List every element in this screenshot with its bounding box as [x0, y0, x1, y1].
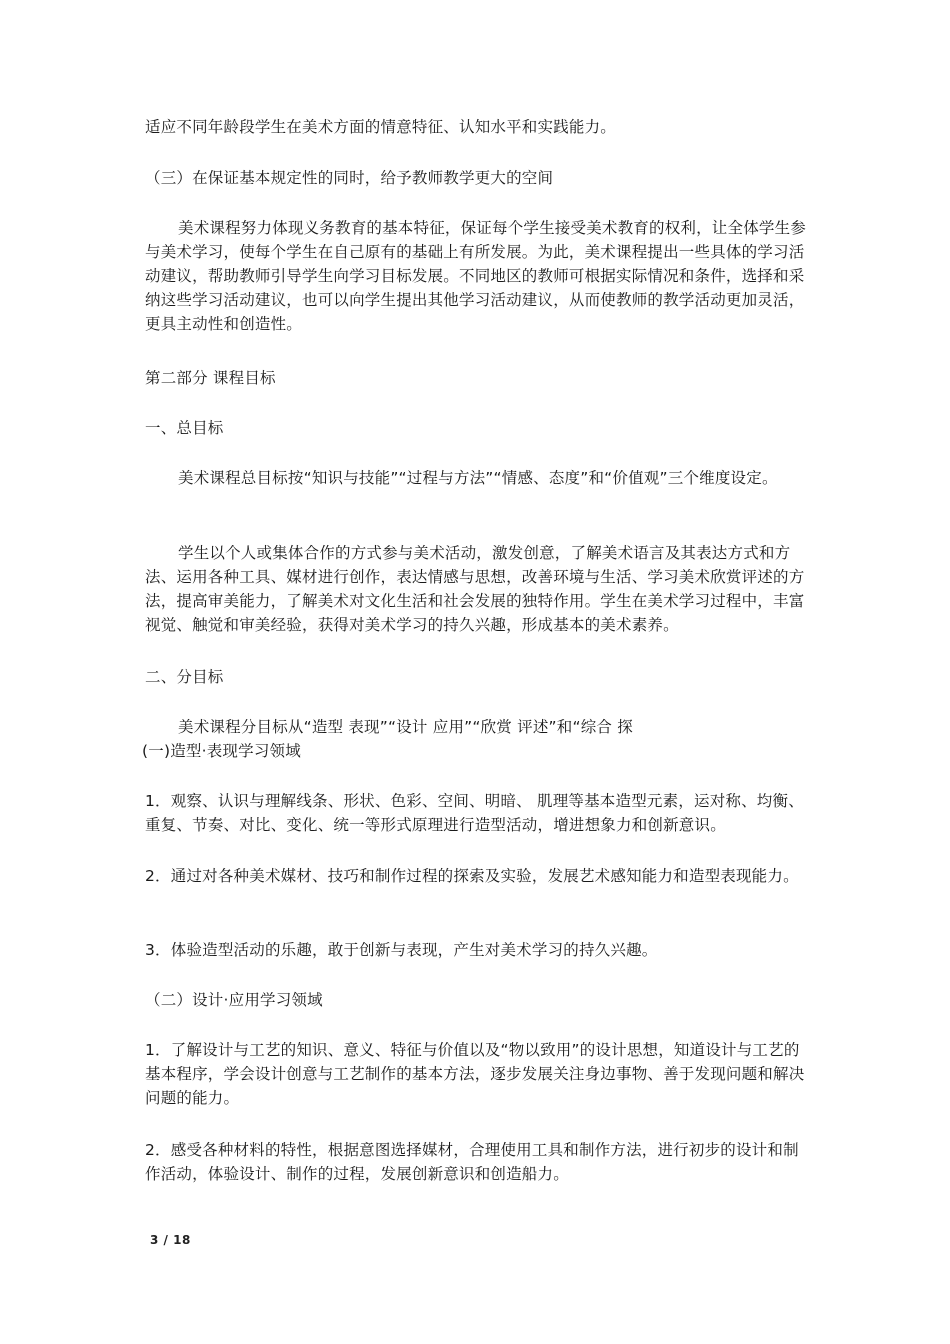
sub-goal-heading: 二、分目标: [145, 668, 224, 686]
paragraph-continuation: 适应不同年龄段学生在美术方面的情意特征、认知水平和实践能力。: [145, 118, 617, 136]
page-number: 3 / 18: [150, 1233, 191, 1247]
domain-heading-modeling: (一)造型·表现学习领域: [142, 742, 301, 760]
paragraph-sub-goal-intro: 美术课程分目标从“造型 表现”“设计 应用”“欣赏 评述”和“综合 探: [178, 718, 633, 736]
general-goal-heading: 一、总目标: [145, 419, 224, 437]
domain-heading-design: （二）设计·应用学习领域: [145, 991, 323, 1009]
design-item-1: 1．了解设计与工艺的知识、意义、特征与价值以及“物以致用”的设计思想，知道设计与工艺的基本程序，学会设计创意与工艺制作的基本方法，逐步发展关注身边事物、善于发现问题和解决问题的能力。: [145, 1041, 805, 1107]
design-item-2: 2．感受各种材料的特性，根据意图选择媒材，合理使用工具和制作方法，进行初步的设计和制作活动，体验设计、制作的过程，发展创新意识和创造船力。: [145, 1141, 799, 1183]
modeling-item-3: 3．体验造型活动的乐趣，敢于创新与表现，产生对美术学习的持久兴趣。: [145, 941, 658, 959]
part-two-heading: 第二部分 课程目标: [145, 369, 276, 387]
section-heading-3: （三）在保证基本规定性的同时，给予教师教学更大的空间: [145, 169, 554, 187]
modeling-item-1: 1．观察、认识与理解线条、形状、色彩、空间、明暗、 肌理等基本造型元素，运对称、均衡、重复、节奏、对比、变化、统一等形式原理进行造型活动，增进想象力和创新意识。: [145, 792, 804, 834]
paragraph-general-goal-dimensions: 美术课程总目标按“知识与技能”“过程与方法”“情感、态度”和“价值观”三个维度设定。: [178, 469, 778, 487]
paragraph-general-goal-description: 学生以个人或集体合作的方式参与美术活动，激发创意，了解美术语言及其表达方式和方法、运用各种工具、媒材进行创作，表达情感与思想，改善环境与生活、学习美术欣赏评述的方法，提高审美能力，了解美术对文化生活和社会发展的独特作用。学生在美术学习过程中，丰富视觉、触觉和审美经验，获得对美术学习的持久兴趣，形成基本的美术素养。: [145, 544, 805, 634]
modeling-item-2: 2．通过对各种美术媒材、技巧和制作过程的探索及实验，发展艺术感知能力和造型表现能力。: [145, 867, 799, 885]
paragraph-curriculum-space: 美术课程努力体现义务教育的基本特征，保证每个学生接受美术教育的权利，让全体学生参与美术学习，使每个学生在自己原有的基础上有所发展。为此，美术课程提出一些具体的学习活动建议，帮助教师引导学生向学习目标发展。不同地区的教师可根据实际情况和条件，选择和采纳这些学习活动建议，也可以向学生提出其他学习活动建议，从而使教师的教学活动更加灵活，更具主动性和创造性。: [145, 219, 807, 333]
